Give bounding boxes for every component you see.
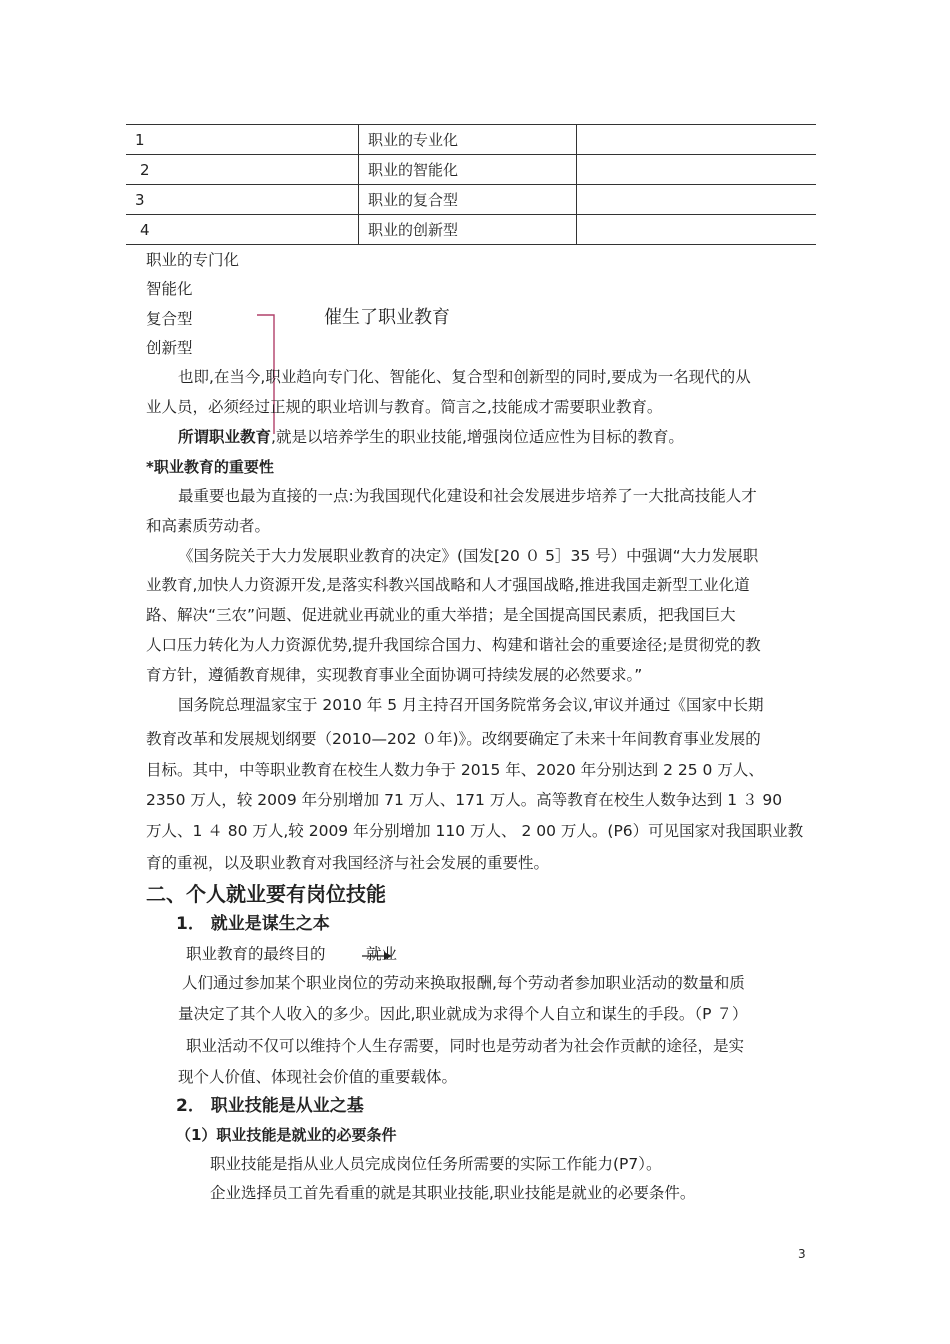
skills-table bbox=[126, 124, 816, 245]
row-extra bbox=[577, 155, 817, 185]
paragraph-line: 业教育,加快人力资源开发,是落实科教兴国战略和人才强国战略,推进我国走新型工业化道 bbox=[146, 576, 750, 594]
subsection-heading: 1． 就业是谋生之本 bbox=[176, 914, 330, 934]
row-number: 3 bbox=[126, 185, 359, 215]
paragraph-line: 人们通过参加某个职业岗位的劳动来换取报酬,每个劳动者参加职业活动的数量和质 bbox=[182, 974, 745, 992]
bracket-label: 催生了职业教育 bbox=[324, 307, 450, 328]
chapter-heading: 二、个人就业要有岗位技能 bbox=[146, 882, 386, 906]
goal-target: 就业 bbox=[366, 945, 398, 963]
row-text: 职业的复合型 bbox=[359, 185, 577, 215]
row-text: 职业的智能化 bbox=[359, 155, 577, 185]
row-extra bbox=[577, 125, 817, 155]
definition-line bbox=[178, 427, 684, 447]
paragraph-line: 和高素质劳动者。 bbox=[146, 517, 271, 535]
table-row bbox=[126, 155, 816, 185]
paragraph-line: 育方针，遵循教育规律，实现教育事业全面协调可持续发展的必然要求。” bbox=[146, 666, 643, 684]
row-text: 职业的专业化 bbox=[359, 125, 577, 155]
row-extra bbox=[577, 185, 817, 215]
paragraph-line: 职业活动不仅可以维持个人生存需要，同时也是劳动者为社会作贡献的途径，是实 bbox=[186, 1037, 745, 1055]
list-item: 复合型 bbox=[146, 310, 193, 328]
page-number: 3 bbox=[798, 1247, 806, 1261]
paragraph-line: 2350 万人，较 2009 年分别增加 71 万人、171 万人。高等教育在校生人数争达到 1 ３ 90 bbox=[146, 791, 783, 809]
row-text: 职业的创新型 bbox=[359, 215, 577, 245]
paragraph-line: 量决定了其个人收入的多少。因此,职业就成为求得个人自立和谋生的手段。（P ７） bbox=[178, 1005, 748, 1023]
paragraph-line: 也即,在当今,职业趋向专门化、智能化、复合型和创新型的同时,要成为一名现代的从 bbox=[178, 368, 751, 386]
paragraph-line: 育的重视，以及职业教育对我国经济与社会发展的重要性。 bbox=[146, 854, 550, 872]
paragraph-line: 《国务院关于大力发展职业教育的决定》(国发[20 ０ 5］35 号）中强调“大力发展职 bbox=[178, 547, 759, 565]
sub-subsection-heading: （1）职业技能是就业的必要条件 bbox=[176, 1126, 397, 1144]
table-row bbox=[126, 185, 816, 215]
goal-label: 职业教育的最终目的 bbox=[186, 945, 326, 963]
row-number: 1 bbox=[126, 125, 359, 155]
list-item: 智能化 bbox=[146, 280, 193, 298]
paragraph-line: 国务院总理温家宝于 2010 年 5 月主持召开国务院常务会议,审议并通过《国家中长期 bbox=[178, 696, 764, 714]
paragraph-line: 业人员，必须经过正规的职业培训与教育。简言之,技能成才需要职业教育。 bbox=[146, 398, 663, 416]
definition-text: ,就是以培养学生的职业技能,增强岗位适应性为目标的教育。 bbox=[271, 428, 684, 446]
paragraph-line: 最重要也最为直接的一点:为我国现代化建设和社会发展进步培养了一大批高技能人才 bbox=[178, 487, 757, 505]
list-item: 职业的专门化 bbox=[146, 251, 240, 269]
paragraph-line: 现个人价值、体现社会价值的重要载体。 bbox=[178, 1068, 458, 1086]
list-item: 创新型 bbox=[146, 339, 193, 357]
paragraph-line: 人口压力转化为人力资源优势,提升我国综合国力、构建和谐社会的重要途径;是贯彻党的教 bbox=[146, 636, 761, 654]
definition-term: 所谓职业教育 bbox=[178, 428, 272, 446]
table-row bbox=[126, 215, 816, 245]
row-number: 4 bbox=[126, 215, 359, 245]
row-extra bbox=[577, 215, 817, 245]
paragraph-line: 企业选择员工首先看重的就是其职业技能,职业技能是就业的必要条件。 bbox=[210, 1184, 696, 1202]
paragraph-line: 路、解决“三农”问题、促进就业再就业的重大举措；是全国提高国民素质，把我国巨大 bbox=[146, 606, 736, 624]
subsection-heading: 2． 职业技能是从业之基 bbox=[176, 1096, 364, 1116]
table-row bbox=[126, 125, 816, 155]
row-number: 2 bbox=[126, 155, 359, 185]
paragraph-line: 万人、1 ４ 80 万人,较 2009 年分别增加 110 万人、 2 00 万人。(P6）可见国家对我国职业教 bbox=[146, 822, 804, 840]
paragraph-line: 教育改革和发展规划纲要（2010—202 ０年)》。改纲要确定了未来十年间教育事业发展的 bbox=[146, 730, 761, 748]
section-heading: *职业教育的重要性 bbox=[146, 458, 274, 476]
paragraph-line: 目标。其中，中等职业教育在校生人数力争于 2015 年、2020 年分别达到 2 25 0 万人、 bbox=[146, 761, 764, 779]
paragraph-line: 职业技能是指从业人员完成岗位任务所需要的实际工作能力(P7）。 bbox=[210, 1155, 662, 1173]
